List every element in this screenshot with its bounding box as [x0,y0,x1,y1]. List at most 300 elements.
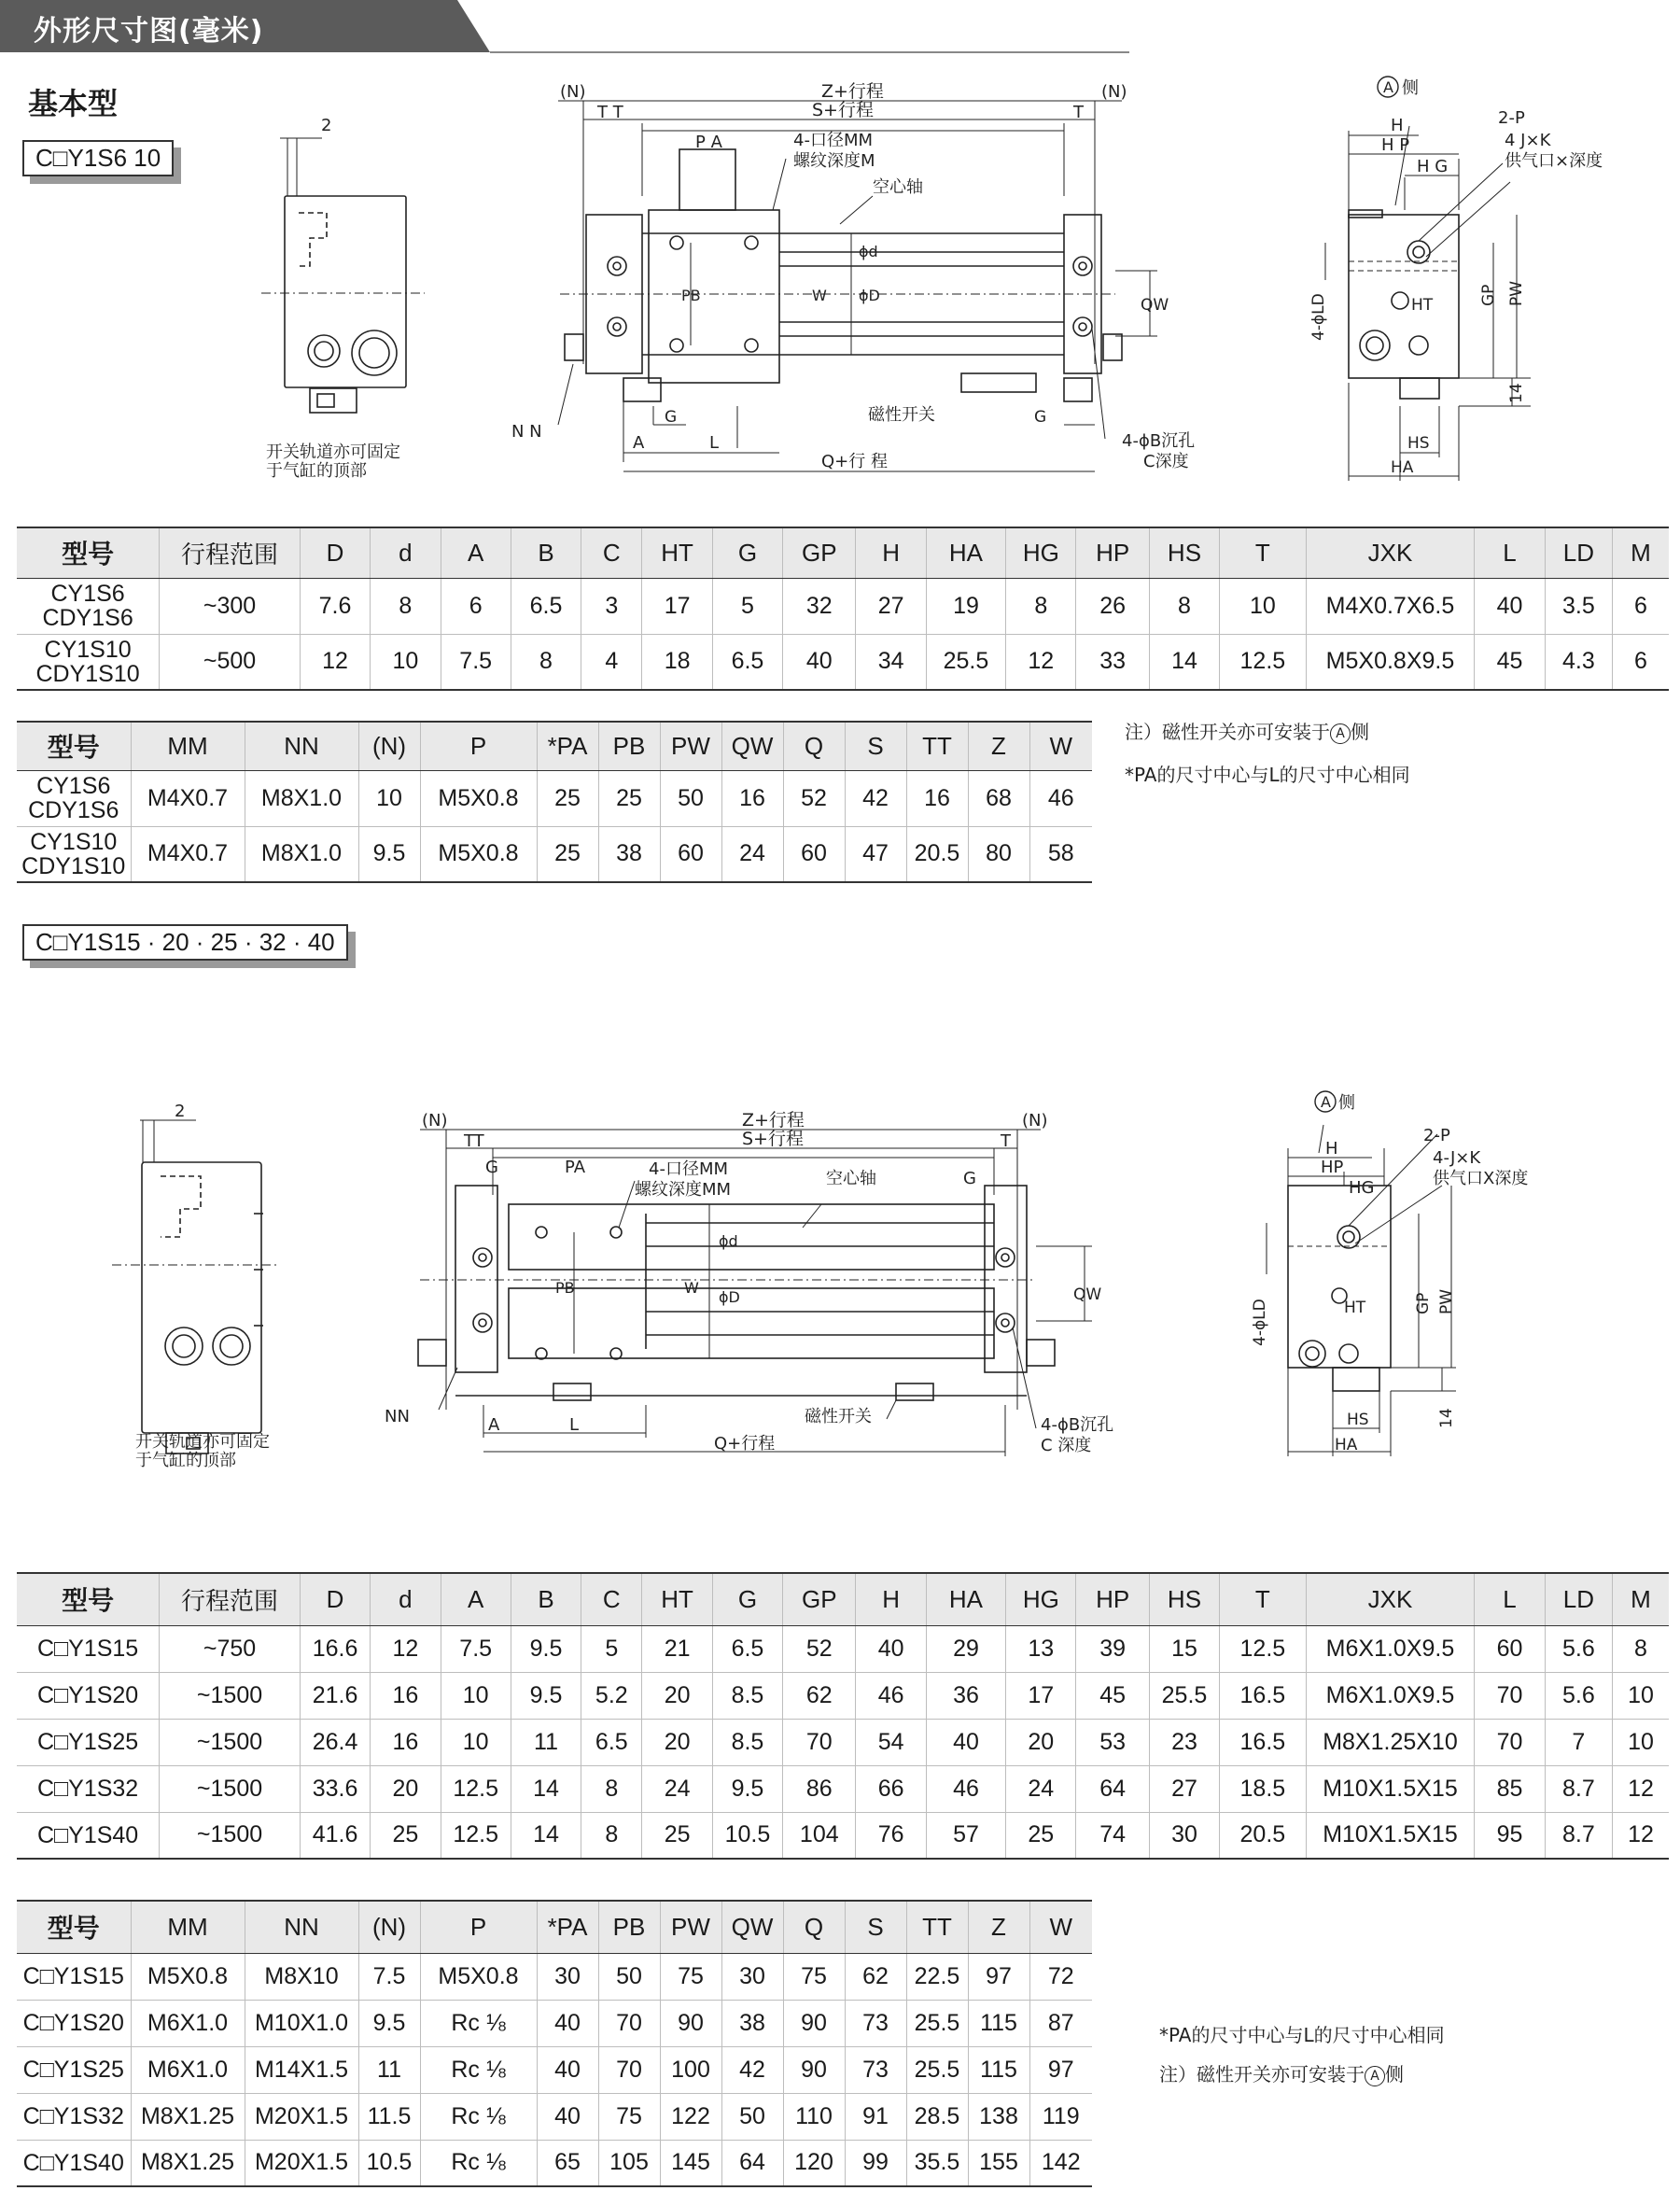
table-cell: M5X0.8 [131,1953,245,2000]
table-header-row [17,527,1669,578]
t-label: T [1073,103,1084,122]
table-cell: M6X1.0X9.5 [1306,1625,1475,1672]
table-cell: 30 [537,1953,598,2000]
gp-label-2: GP [1414,1292,1433,1314]
table-cell: 70 [1475,1672,1545,1719]
end-view-right-2 [1267,1091,1456,1456]
model-cell: C□Y1S15 [17,1625,160,1672]
table-cell: 62 [783,1672,856,1719]
table-cell: 46 [856,1672,926,1719]
table-cell: 8 [371,578,441,634]
table-cell: 46 [1029,770,1092,826]
table-cell: 20.5 [906,826,968,882]
table-cell: 70 [598,2046,660,2093]
table-cell: 32 [783,578,856,634]
n-left-2: (N) [422,1111,448,1131]
table-cell: 11 [511,1719,581,1765]
table-cell: 30 [721,1953,783,2000]
table-cell: 12 [1613,1765,1669,1812]
table-cell: 40 [1475,578,1545,634]
column-header: P [420,1901,537,1953]
table-cell: 70 [1475,1719,1545,1765]
a-label: A [633,433,645,453]
table-cell: ~1500 [160,1765,301,1812]
table-cell: 18.5 [1220,1765,1306,1812]
circled-a-icon: A [1330,723,1351,744]
column-header: TT [906,722,968,770]
table-cell: 85 [1475,1765,1545,1812]
column-header: GP [783,527,856,578]
column-header: G [712,527,782,578]
column-header: LD [1545,527,1612,578]
table-cell: 58 [1029,826,1092,882]
rail-note-2-2: 于气缸的顶部 [135,1451,236,1470]
table-cell: 10 [441,1672,511,1719]
depth-c-2: C 深度 [1041,1436,1092,1455]
model-cell: C□Y1S20 [17,2000,131,2046]
column-header: HG [1006,1573,1076,1625]
table-cell: ~500 [160,634,301,690]
table-cell: 33.6 [300,1765,370,1812]
model-cell: CY1S6 CDY1S6 [17,770,131,826]
table-cell: 7.5 [358,1953,420,2000]
spec-table-large-2 [17,1900,1092,2187]
side-a-label: 侧 [1402,78,1419,98]
jxk-label: 4 J×K [1505,131,1551,150]
column-header: M [1613,1573,1669,1625]
table-cell: 95 [1475,1812,1545,1859]
note-magnetic-switch-top: 注）磁性开关亦可安装于 A 侧 [1125,721,1369,743]
side-a-label-2: 侧 [1338,1093,1355,1113]
table-cell: 8 [581,1812,642,1859]
hp-label: H P [1381,135,1410,155]
table-cell: 24 [721,826,783,882]
table-cell: 73 [845,2046,906,2093]
table-cell: 155 [968,2140,1029,2186]
pw-label-2: PW [1437,1288,1456,1314]
table-cell: M4X0.7 [131,826,245,882]
model-cell: C□Y1S32 [17,1765,160,1812]
column-header: A [441,1573,511,1625]
drawing-small-bore [0,56,1680,513]
table-cell: 20 [642,1672,712,1719]
qw-label: QW [1141,296,1169,315]
w-label-2: W [684,1279,699,1297]
table-cell: 10 [441,1719,511,1765]
header-divider [490,51,1129,53]
w-label: W [812,287,827,304]
l-label: L [709,433,720,453]
table-cell: 20.5 [1220,1812,1306,1859]
n-left: (N) [560,82,586,102]
table-cell: Rc ⅛ [420,2140,537,2186]
table-cell: 16 [371,1672,441,1719]
column-header: PB [598,722,660,770]
table-cell: 40 [926,1719,1005,1765]
column-header: Z [968,722,1029,770]
hg-label-2: HG [1349,1178,1375,1198]
table-cell: 60 [660,826,721,882]
table-row [17,1953,1092,2000]
table-cell: 10 [1220,578,1306,634]
table-cell: 47 [845,826,906,882]
model-cell: CY1S10 CDY1S10 [17,634,160,690]
note-magnetic-switch-bottom: 注）磁性开关亦可安装于 A 侧 [1159,2063,1404,2086]
table-cell: 19 [926,578,1005,634]
rail-note-1: 开关轨道亦可固定 [266,442,400,462]
column-header: 型号 [17,527,160,578]
column-header: C [581,527,642,578]
table-cell: M8X1.0 [245,770,358,826]
table-cell: 12.5 [1220,634,1306,690]
two-p-label-2: 2-P [1423,1126,1450,1145]
dim-14-label: 14 [1507,383,1526,403]
table-cell: ~1500 [160,1719,301,1765]
table-cell: M6X1.0 [131,2000,245,2046]
table-cell: 52 [783,770,845,826]
h-label-2: H [1325,1139,1338,1159]
table-cell: 64 [721,2140,783,2186]
table-cell: 45 [1475,634,1545,690]
pa-label-2: PA [565,1158,586,1177]
table-cell: 97 [968,1953,1029,2000]
column-header: HS [1149,1573,1219,1625]
table-cell: 12.5 [1220,1625,1306,1672]
model-cell: C□Y1S25 [17,1719,160,1765]
column-header: MM [131,722,245,770]
dim-2-label: 2 [321,116,332,135]
l-label-2: L [569,1415,580,1435]
table-cell: 33 [1076,634,1149,690]
column-header: JXK [1306,527,1475,578]
magnetic-switch-2: 磁性开关 [805,1407,872,1426]
column-header: NN [245,722,358,770]
table-cell: 24 [642,1765,712,1812]
two-p-label: 2-P [1498,108,1525,128]
q-stroke-2: Q+行程 [714,1434,776,1454]
table-cell: 75 [783,1953,845,2000]
table-row [17,1672,1669,1719]
table-cell: 20 [371,1765,441,1812]
model-cell: CY1S10 CDY1S10 [17,826,131,882]
table-cell: 46 [926,1765,1005,1812]
column-header: *PA [537,1901,598,1953]
table-cell: 17 [1006,1672,1076,1719]
column-header: HA [926,1573,1005,1625]
table-cell: 42 [721,2046,783,2093]
table-cell: 10.5 [712,1812,782,1859]
table-row [17,634,1669,690]
n-right: (N) [1101,82,1127,102]
table-cell: 4.3 [1545,634,1612,690]
table-cell: M5X0.8 [420,1953,537,2000]
table-cell: 25.5 [906,2000,968,2046]
table-cell: 50 [598,1953,660,2000]
table-cell: 45 [1076,1672,1149,1719]
spec-table-small-1 [17,527,1669,691]
table-row [17,2140,1092,2186]
table-cell: M8X1.0 [245,826,358,882]
table-cell: 9.5 [511,1625,581,1672]
ld-label: 4-ϕLD [1309,293,1328,341]
table-cell: 11 [358,2046,420,2093]
phi-D-2: ϕD [719,1288,740,1306]
column-header: NN [245,1901,358,1953]
table-cell: 87 [1029,2000,1092,2046]
table-cell: 60 [783,826,845,882]
g-label-right-2: G [963,1169,976,1188]
column-header: 行程范围 [160,1573,301,1625]
table-cell: 119 [1029,2093,1092,2140]
port-mm-2: 4-口径MM [649,1159,729,1179]
table-cell: 8.5 [712,1719,782,1765]
z-stroke: Z+行程 [821,81,884,102]
table-cell: 122 [660,2093,721,2140]
table-cell: 120 [783,2140,845,2186]
table-cell: 12 [1006,634,1076,690]
table-cell: 25.5 [1149,1672,1219,1719]
s-stroke: S+行程 [812,100,874,120]
table-cell: 20 [1006,1719,1076,1765]
cylinder-side-view-2 [418,1130,1092,1456]
table-cell: 105 [598,2140,660,2186]
port-mm: 4-口径MM [793,131,874,150]
hp-label-2: HP [1321,1158,1344,1177]
depth-c: C深度 [1143,452,1189,471]
table-cell: 72 [1029,1953,1092,2000]
table-cell: 91 [845,2093,906,2140]
table-cell: 16 [721,770,783,826]
table-cell: 40 [537,2093,598,2140]
hollow-shaft: 空心轴 [873,177,923,197]
table-cell: 75 [598,2093,660,2140]
table-cell: 13 [1006,1625,1076,1672]
ha-label: HA [1391,458,1414,477]
table-cell: M4X0.7X6.5 [1306,578,1475,634]
table-cell: 57 [926,1812,1005,1859]
column-header: (N) [358,722,420,770]
circled-a-label-2: A [1321,1093,1331,1111]
qw-label-2: QW [1073,1285,1102,1304]
column-header: PW [660,1901,721,1953]
table-cell: 16.6 [300,1625,370,1672]
table-cell: 6.5 [581,1719,642,1765]
depth-mm-2: 螺纹深度MM [635,1180,732,1200]
table-cell: Rc ⅛ [420,2000,537,2046]
model-cell: C□Y1S32 [17,2093,131,2140]
table-row [17,2093,1092,2140]
table-cell: 27 [856,578,926,634]
column-header: 型号 [17,1901,131,1953]
table-header-row [17,1901,1092,1953]
table-cell: 25 [371,1812,441,1859]
table-cell: 73 [845,2000,906,2046]
table-cell: 142 [1029,2140,1092,2186]
column-header: 型号 [17,722,131,770]
table-cell: 68 [968,770,1029,826]
table-cell: 8.5 [712,1672,782,1719]
table-cell: 5.6 [1545,1625,1612,1672]
table-row [17,826,1092,882]
circled-a-icon: A [1365,2066,1385,2086]
table-cell: 10 [1613,1672,1669,1719]
table-cell: 36 [926,1672,1005,1719]
column-header: Z [968,1901,1029,1953]
table-cell: 65 [537,2140,598,2186]
table-header-row [17,1573,1669,1625]
dim-2-label-2: 2 [175,1102,186,1121]
counterbore: 4-ϕB沉孔 [1122,431,1196,451]
table-cell: M5X0.8 [420,770,537,826]
column-header: PB [598,1901,660,1953]
phi-d-2: ϕd [719,1232,738,1250]
circled-a-label: A [1383,78,1393,96]
table-cell: 39 [1076,1625,1149,1672]
table-cell: 21 [642,1625,712,1672]
table-cell: 12 [371,1625,441,1672]
table-cell: 16.5 [1220,1672,1306,1719]
pw-label: PW [1507,280,1526,306]
table-cell: 34 [856,634,926,690]
table-cell: Rc ⅛ [420,2093,537,2140]
table-cell: 10 [1613,1719,1669,1765]
table-cell: M6X1.0 [131,2046,245,2093]
magnetic-switch: 磁性开关 [868,405,935,425]
table-row [17,1812,1669,1859]
table-row [17,1719,1669,1765]
table-cell: 8 [511,634,581,690]
table-row [17,578,1669,634]
column-header: D [300,1573,370,1625]
phi-D: ϕD [859,287,880,304]
table-cell: 50 [660,770,721,826]
table-cell: 3.5 [1545,578,1612,634]
table-cell: 75 [660,1953,721,2000]
table-cell: 38 [598,826,660,882]
table-cell: 24 [1006,1765,1076,1812]
a-label-2: A [488,1415,500,1435]
model-label-large: C□Y1S15 · 20 · 25 · 32 · 40 [22,924,348,961]
ht-label-2: HT [1344,1299,1366,1317]
column-header: 型号 [17,1573,160,1625]
table-cell: 138 [968,2093,1029,2140]
pa-label: P A [695,133,722,152]
column-header: C [581,1573,642,1625]
model-label-small: C□Y1S6 10 [22,140,174,176]
table-cell: 27 [1149,1765,1219,1812]
table-cell: 70 [598,2000,660,2046]
table-cell: 38 [721,2000,783,2046]
tt-label: T T [597,103,623,122]
table-cell: 6 [1613,578,1669,634]
tt-label-2: TT [464,1131,484,1151]
table-cell: 18 [642,634,712,690]
column-header: LD [1545,1573,1612,1625]
end-view-right [1325,77,1531,481]
column-header: S [845,1901,906,1953]
table-cell: 16 [371,1719,441,1765]
model-cell: C□Y1S25 [17,2046,131,2093]
table-cell: 10.5 [358,2140,420,2186]
table-cell: 15 [1149,1625,1219,1672]
nn-label-2: NN [385,1407,410,1426]
table-cell: 100 [660,2046,721,2093]
table-cell: M10X1.5X15 [1306,1812,1475,1859]
column-header: HP [1076,527,1149,578]
column-header: 行程范围 [160,527,301,578]
q-stroke: Q+行 程 [821,452,888,471]
table-cell: M8X1.25X10 [1306,1719,1475,1765]
spec-table-small-2 [17,721,1092,883]
table-cell: 8 [1613,1625,1669,1672]
table-cell: ~300 [160,578,301,634]
table-cell: 9.5 [358,826,420,882]
supply-port-2: 供气口X深度 [1433,1169,1529,1188]
model-cell: C□Y1S15 [17,1953,131,2000]
jxk-label-2: 4-J×K [1433,1148,1481,1168]
table-cell: 41.6 [300,1812,370,1859]
table-cell: 8 [581,1765,642,1812]
table-row [17,1625,1669,1672]
ld-label-2: 4-ϕLD [1251,1299,1269,1346]
table-cell: 12 [1613,1812,1669,1859]
table-cell: M10X1.5X15 [1306,1765,1475,1812]
table-cell: ~1500 [160,1812,301,1859]
column-header: W [1029,1901,1092,1953]
table-cell: M5X0.8 [420,826,537,882]
table-cell: 9.5 [358,2000,420,2046]
column-header: JXK [1306,1573,1475,1625]
column-header: T [1220,527,1306,578]
table-cell: 25 [598,770,660,826]
table-cell: ~1500 [160,1672,301,1719]
table-cell: Rc ⅛ [420,2046,537,2093]
table-cell: 40 [783,634,856,690]
table-cell: M20X1.5 [245,2140,358,2186]
table-row [17,770,1092,826]
table-cell: 40 [537,2046,598,2093]
column-header: L [1475,1573,1545,1625]
column-header: D [300,527,370,578]
table-cell: 64 [1076,1765,1149,1812]
table-cell: 70 [783,1719,856,1765]
table-cell: 8.7 [1545,1765,1612,1812]
column-header: Q [783,722,845,770]
table-cell: 110 [783,2093,845,2140]
table-cell: 25 [537,826,598,882]
table-cell: 62 [845,1953,906,2000]
column-header: S [845,722,906,770]
table-cell: 3 [581,578,642,634]
table-cell: 40 [537,2000,598,2046]
column-header: P [420,722,537,770]
section-title: 基本型 [28,86,119,121]
column-header: G [712,1573,782,1625]
table-cell: 5 [712,578,782,634]
model-cell: C□Y1S20 [17,1672,160,1719]
table-cell: 7.6 [300,578,370,634]
table-cell: 7.5 [441,1625,511,1672]
column-header: H [856,527,926,578]
table-cell: 9.5 [712,1765,782,1812]
column-header: TT [906,1901,968,1953]
column-header: HT [642,527,712,578]
table-cell: 22.5 [906,1953,968,2000]
g-label-1: G [665,408,678,427]
table-cell: 4 [581,634,642,690]
page-title: 外形尺寸图(毫米) [34,15,264,48]
column-header: H [856,1573,926,1625]
